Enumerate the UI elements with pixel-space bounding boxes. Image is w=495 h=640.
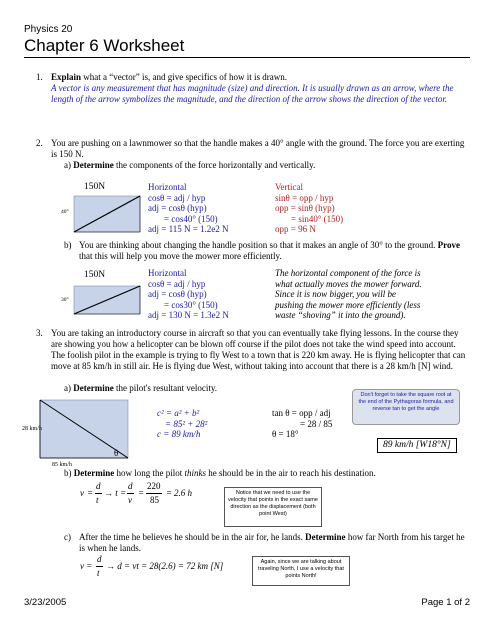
callout-sqrt-note: Don't forget to take the square root at the end of the Pythagoras formula, and reverse tan to get the angle bbox=[352, 389, 460, 425]
airspeed-label: 85 km/h bbox=[52, 462, 72, 468]
question-number: 2. bbox=[36, 138, 43, 148]
part-3a: a) Determine the pilot's resultant velocity. bbox=[64, 383, 218, 393]
callout-north-note: Again, since we are talking about traveling North, I use a velocity that points North! bbox=[252, 556, 350, 586]
question-text: Explain what a “vector” is, and give specifics of how it is drawn. bbox=[51, 72, 287, 82]
callout-direction-note: Notice that we need to use the velocity that points in the exact same direction as the displacement (both point West) bbox=[224, 487, 322, 527]
horizontal-calc-b: Horizontal cosθ = adj / hyp adj = cosθ (hyp) = cos30° (150) adj = 130 N = 1.3e2 N bbox=[148, 268, 229, 321]
page-title: Chapter 6 Worksheet bbox=[24, 36, 185, 55]
footer-page: Page 1 of 2 bbox=[421, 597, 470, 608]
explanation-2b: The horizontal component of the force is what actually moves the mower forward. Since it is now bigger, you will be pushing the mower more efficiently (less waste “shoving” it into the ground). bbox=[275, 268, 422, 321]
time-equation: v = d t → t = d v = 220 85 = 2.6 h bbox=[80, 481, 192, 505]
question-number: 1. bbox=[36, 72, 43, 82]
final-answer-box: 89 km/h [W18°N] bbox=[377, 438, 457, 453]
lawnmower-diagram-b bbox=[60, 268, 142, 316]
horizontal-calc-a: Horizontal cosθ = adj / hyp adj = cosθ (hyp) = cos40° (150) adj = 115 N = 1.2e2 N bbox=[148, 182, 229, 235]
part-3c: c) After the time he believes he should be in the air for, he lands. Determine how far North from his target he is when he lands. bbox=[64, 532, 465, 553]
question-number: 3. bbox=[36, 328, 43, 338]
theta-label: θ bbox=[114, 448, 119, 458]
distance-equation: v = d t → d = vt = 28(2.6) = 72 km [N] bbox=[80, 554, 224, 578]
tangent-calc: tan θ = opp / adj = 28 / 85 θ = 18° bbox=[272, 408, 333, 440]
force-label: 150N bbox=[84, 270, 106, 280]
part-3b: b) Determine how long the pilot thinks he should be in the air to reach his destination. bbox=[64, 468, 376, 478]
course-name: Physics 20 bbox=[24, 24, 73, 35]
velocity-triangle bbox=[22, 396, 132, 468]
question-text: You are pushing on a lawnmower so that the handle makes a 40° angle with the ground. The force you are exerting is 150 N. bbox=[51, 138, 465, 159]
lawnmower-diagram-a bbox=[60, 182, 142, 234]
title-divider bbox=[24, 57, 470, 58]
wind-speed-label: 28 km/h bbox=[22, 426, 42, 432]
pythagoras-calc: c² = a² + b² = 85² + 28² c = 89 km/h bbox=[157, 408, 208, 440]
question-text: You are taking an introductory course in aircraft so that you can eventually take flying lessons. In the course they are showing you how a helicopter can be blown off course if the pilot does not take the wind speed into account. The foolish pilot in the example is trying to fly West to a town that is 220 km away. He is flying helicopter that can move at 85 km/h in still air. He is flying due West, without taking into account that there is a 28 km/h [N] wind. bbox=[51, 328, 466, 371]
answer-1: A vector is any measurement that has magnitude (size) and direction. It is usually drawn as an arrow, where the length of the arrow symbolizes the magnitude, and the direction of the arrow shows the direction of the vector. bbox=[51, 83, 454, 104]
vertical-calc-a: Vertical sinθ = opp / hyp opp = sinθ (hyp) = sin40° (150) opp = 96 N bbox=[275, 182, 344, 235]
part-2a: a) Determine the components of the force horizontally and vertically. bbox=[64, 160, 316, 170]
verb: Explain bbox=[51, 72, 82, 82]
angle-label: 40° bbox=[61, 209, 69, 215]
part-2b: b) You are thinking about changing the handle position so that it makes an angle of 30° to the ground. Prove that this will help you move the mower more efficiently. bbox=[64, 240, 460, 261]
footer-date: 3/23/2005 bbox=[24, 597, 67, 608]
force-label: 150N bbox=[84, 182, 106, 192]
angle-label: 30° bbox=[61, 297, 69, 303]
